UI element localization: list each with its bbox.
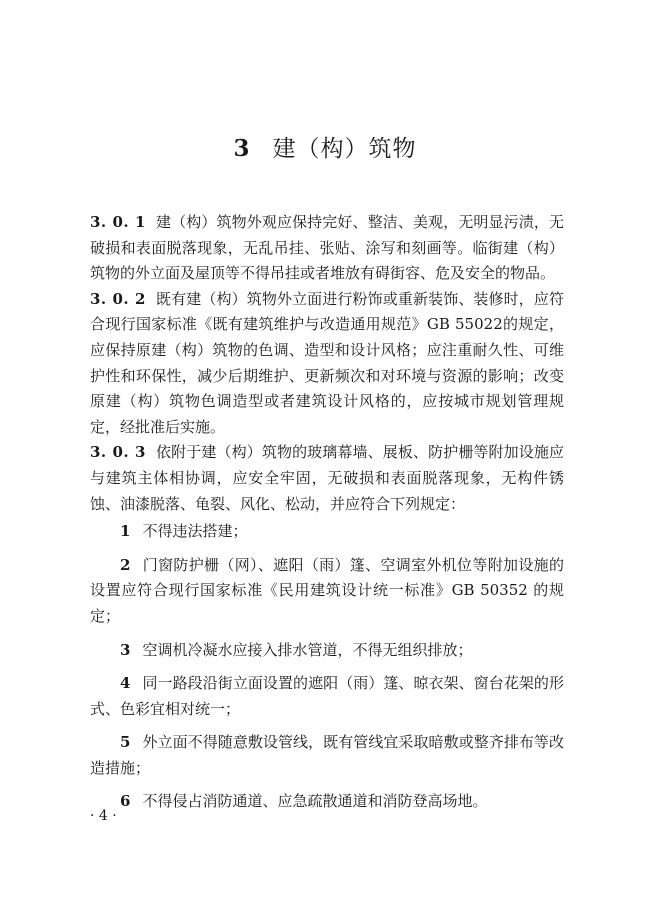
item-number: 3 [120,640,131,659]
clause-3-0-2 [90,287,564,441]
item-text: 不得违法搭建； [142,522,248,541]
item-text: 门窗防护栅（网）、遮阳（雨）篷、空调室外机位等附加设施的设置应符合现行国家标准《民用建筑设计统一标准》GB 50352 的规定； [90,555,564,625]
item-number: 2 [120,555,131,574]
clause-number: 3. 0. 3 [90,443,146,462]
clause-text: 依附于建（构）筑物的玻璃幕墙、展板、防护栅等附加设施应与建筑主体相协调，应安全牢固，无破损和表面脱落现象，无构件锈蚀、油漆脱落、龟裂、风化、松动，并应符合下列规定： [90,443,564,513]
list-item [90,519,564,545]
document-body [90,210,564,815]
chapter-number: 3 [233,135,251,162]
clause-number: 3. 0. 1 [90,213,146,231]
chapter-title-text: 建（构）筑物 [272,136,417,162]
item-number: 1 [120,522,131,541]
list-item [90,730,564,781]
chapter-title [0,130,650,163]
item-text: 外立面不得随意敷设管线，既有管线宜采取暗敷或整齐排布等改造措施； [90,733,564,777]
clause-3-0-3 [90,440,564,517]
item-number: 4 [120,674,131,693]
list-item [90,671,564,722]
clause-text: 建（构）筑物外观应保持完好、整洁、美观，无明显污渍，无破损和表面脱落现象，无乱吊挂、张贴、涂写和刻画等。临街建（构）筑物的外立面及屋顶等不得吊挂或者堆放有碍街容、危及安全的物品。 [90,213,564,283]
item-text: 同一路段沿街立面设置的遮阳（雨）篷、晾衣架、窗台花架的形式、色彩宜相对统一； [90,674,564,718]
clause-3-0-3-items [90,519,564,815]
list-item [90,553,564,630]
list-item [90,789,564,815]
clause-3-0-1 [90,210,564,287]
clause-text: 既有建（构）筑物外立面进行粉饰或重新装饰、装修时，应符合现行国家标准《既有建筑维护与改造通用规范》GB 55022的规定，应保持原建（构）筑物的色调、造型和设计风格；应注重耐久性、可维护性和环保性，减少后期维护、更新频次和对环境与资源的影响；改变原建（构）筑物色调造型或者建筑设计风格的，应按城市规划管理规定，经批准后实施。 [90,289,564,436]
clause-number: 3. 0. 2 [90,289,146,308]
list-item [90,638,564,664]
item-text: 不得侵占消防通道、应急疏散通道和消防登高场地。 [142,792,488,811]
item-number: 6 [120,792,131,811]
page-number: · 4 · [90,808,117,824]
item-number: 5 [120,733,131,752]
item-text: 空调机冷凝水应接入排水管道，不得无组织排放； [142,640,473,659]
